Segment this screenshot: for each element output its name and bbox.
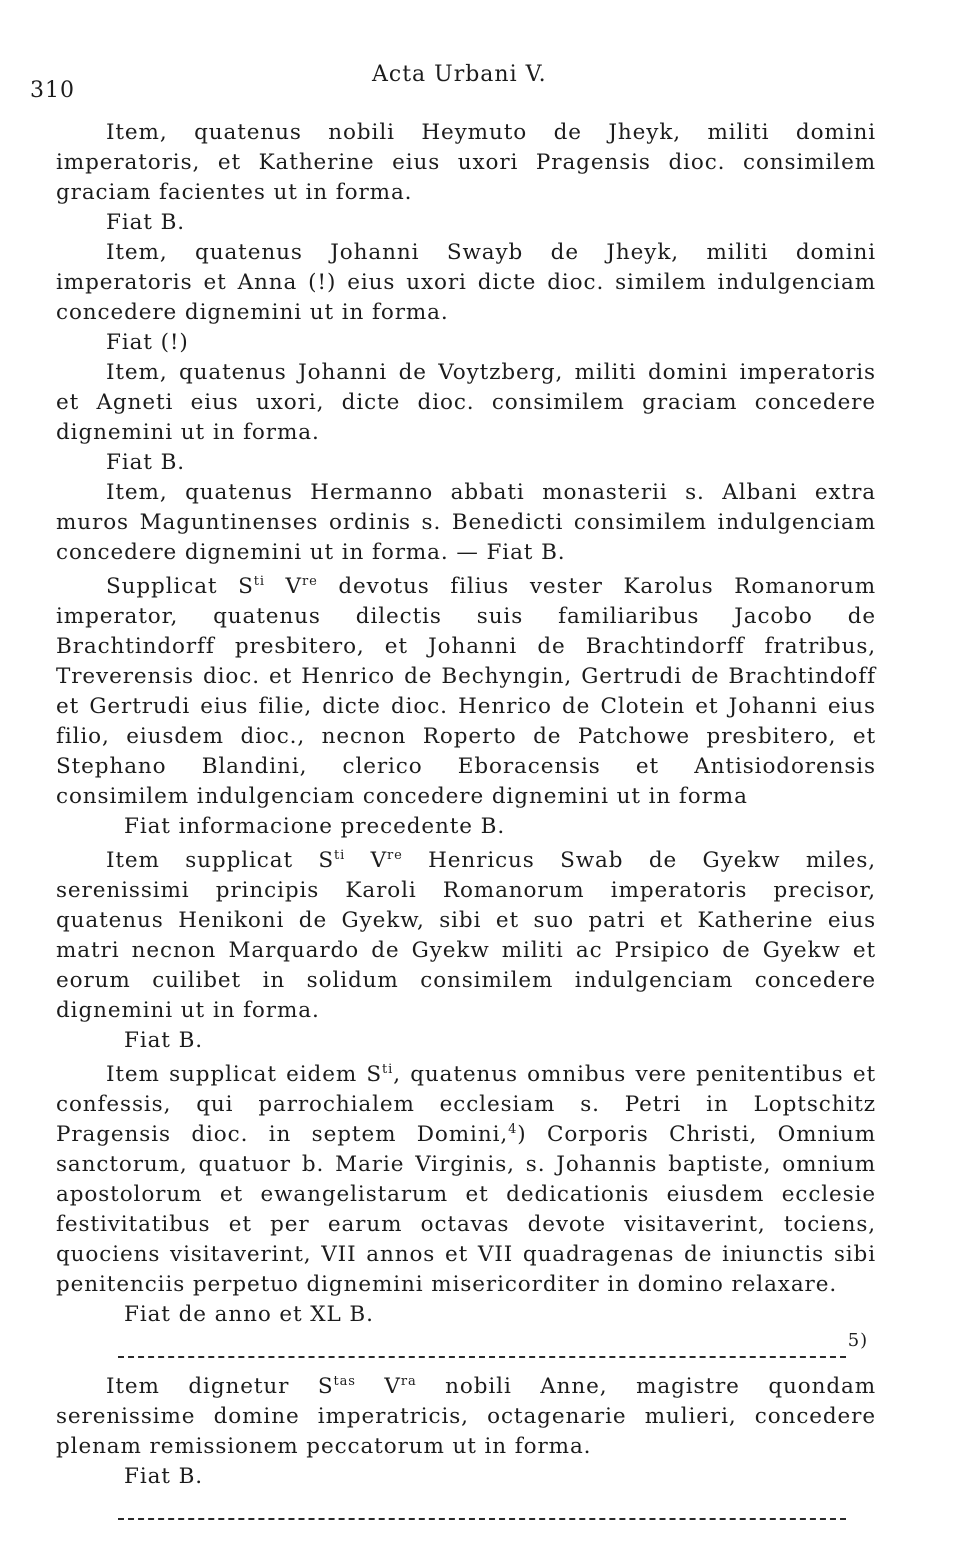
fiat-line: Fiat informacione precedente B. xyxy=(124,814,506,839)
entry-text-rest: devotus filius vester Karolus Romanorum imperator, quatenus dilectis suis familiaribus Jacobo de Brachtindorff presbitero, et Johanni de Brachtindorff fratribus, Treverensis dioc. et Henrico de Bechyngin, Gertrudi de Brachtindoff et Gertrudi eius filie, dicte dioc. Henrico de Clotein et Johanni eius filio, eiusdem dioc., necnon Roperto de Patchowe presbitero, et Stephano Blandini, clerico Eboracensis et Antisiodorensis consimilem indulgenciam concedere dignemini ut in forma xyxy=(56,574,876,809)
fiat-line: Fiat (!) xyxy=(106,330,189,355)
entry-text-rest: nobili Anne, magistre quondam serenissime domine imperatricis, octagenarie mulieri, concedere plenam remissionem peccatorum ut in forma. xyxy=(56,1374,876,1459)
footnote-ref: 4 xyxy=(508,1121,518,1137)
entry-text-rest: ) Corporis Christi, Omnium sanctorum, quatuor b. Marie Virginis, s. Johannis baptiste, omnium apostolorum et ewangelistarum et dedicationis eiusdem ecclesie festivitatibus et per earum octavas devote visitaverint, tociens, quociens visitaverint, VII annos et VII quadragenas de iniunctis sibi penitenciis perpetuo dignemini misericorditer in domino relaxare. xyxy=(56,1122,876,1297)
entry-text: Item, quatenus nobili Heymuto de Jheyk, militi domini imperatoris, et Katherine eius uxori Pragensis dioc. consimilem graciam facientes ut in forma. xyxy=(56,120,876,205)
entry-text-mid: V xyxy=(355,1374,401,1399)
entry-text-pre: Supplicat S xyxy=(106,574,254,599)
entry-text-mid: V xyxy=(345,848,388,873)
dashed-separator xyxy=(118,1492,846,1520)
superscript: ti xyxy=(253,573,265,589)
superscript: re xyxy=(301,573,318,589)
running-title: Acta Urbani V. xyxy=(372,62,547,87)
page-header xyxy=(30,62,930,102)
entry-anne xyxy=(56,1372,876,1492)
entry-text-pre: Item supplicat S xyxy=(106,848,335,873)
entry-karolus xyxy=(56,572,876,842)
fiat-line: Fiat B. xyxy=(106,450,186,475)
page-number: 310 xyxy=(30,78,75,103)
entry-loptschitz xyxy=(56,1060,876,1330)
entry-heymuto xyxy=(56,118,876,238)
fiat-line: Fiat B. xyxy=(124,1464,204,1489)
superscript: ti xyxy=(382,1061,394,1077)
entry-text xyxy=(56,1372,876,1462)
entry-swab xyxy=(56,846,876,1056)
entry-voytzberg xyxy=(56,358,876,478)
entry-text: Item, quatenus Johanni de Voytzberg, militi domini imperatoris et Agneti eius uxori, dicte dioc. consimilem graciam concedere dignemini ut in forma. xyxy=(56,360,876,445)
entry-text-pre: Item dignetur S xyxy=(106,1374,334,1399)
entry-text xyxy=(56,846,876,1026)
footnote-mark: 5) xyxy=(847,1330,868,1351)
entry-text-pre: Item supplicat eidem S xyxy=(106,1062,383,1087)
entry-text: Item, quatenus Hermanno abbati monasterii s. Albani extra muros Maguntinenses ordinis s. Benedicti consimilem indulgenciam concedere dignemini ut in forma. — Fiat B. xyxy=(56,480,876,565)
dashed-separator xyxy=(118,1330,868,1358)
entry-text: Item, quatenus Johanni Swayb de Jheyk, militi domini imperatoris et Anna (!) eius uxori dicte dioc. similem indulgenciam concedere dignemini ut in forma. xyxy=(56,240,876,325)
superscript: re xyxy=(387,847,403,863)
superscript: tas xyxy=(333,1373,356,1389)
entry-text-mid: , quatenus omnibus vere penitentibus et confessis, qui parrochialem ecclesiam s. Petri in Loptschitz Pragensis dioc. in septem Domini, xyxy=(56,1062,876,1147)
entry-text-mid: V xyxy=(264,574,302,599)
entry-swayb xyxy=(56,238,876,358)
entry-text-rest: Henricus Swab de Gyekw miles, serenissimi principis Karoli Romanorum imperatoris precisor, quatenus Henikoni de Gyekw, sibi et suo patri et Katherine eius matri necnon Marquardo de Gyekw militi ac Prsipico de Gyekw et eorum cuilibet in solidum consimilem indulgenciam concedere dignemini ut in forma. xyxy=(56,848,876,1023)
entry-text xyxy=(56,1060,876,1300)
superscript: ra xyxy=(400,1373,417,1389)
body-text xyxy=(56,118,876,1520)
fiat-line: Fiat B. xyxy=(106,210,186,235)
fiat-line: Fiat B. xyxy=(124,1028,204,1053)
superscript: ti xyxy=(334,847,346,863)
entry-hermanno xyxy=(56,478,876,568)
fiat-line: Fiat de anno et XL B. xyxy=(124,1302,374,1327)
entry-text xyxy=(56,572,876,812)
